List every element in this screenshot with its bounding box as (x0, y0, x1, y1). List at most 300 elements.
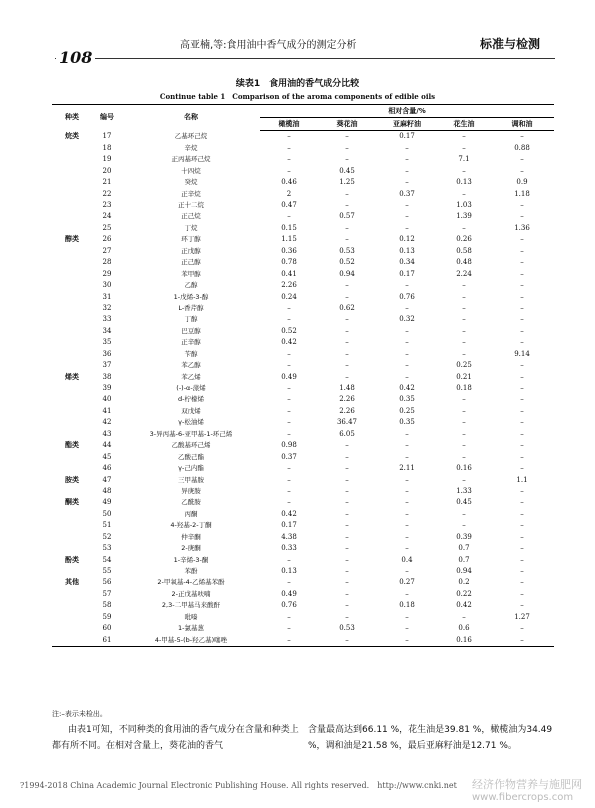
content-value-cell: – (345, 441, 349, 450)
content-value-cell: – (520, 269, 524, 278)
header-linseed-oil: 亚麻籽油 (376, 118, 438, 131)
content-value-cell: 9.14 (514, 349, 530, 358)
content-value-cell: – (345, 578, 349, 587)
content-value-cell: 1.36 (514, 223, 530, 232)
content-value-cell: – (287, 155, 291, 164)
content-value-cell: – (520, 521, 524, 530)
table-row (52, 634, 554, 646)
content-value-cell: 0.35 (399, 395, 415, 404)
content-value-cell: – (520, 361, 524, 370)
number-cell: 23 (102, 201, 112, 210)
content-value-cell: 0.53 (339, 624, 355, 633)
category-cell (52, 348, 92, 359)
content-value-cell: 0.13 (399, 246, 415, 255)
content-value-cell: 0.52 (339, 258, 355, 267)
content-value-cell: 0.16 (456, 464, 472, 473)
table-row (52, 291, 554, 302)
number-cell: 28 (102, 258, 112, 267)
content-value-cell: – (462, 475, 466, 484)
content-value-cell: – (287, 475, 291, 484)
content-value-cell: – (287, 486, 291, 495)
category-cell (52, 611, 92, 622)
table-row (52, 383, 554, 394)
content-value-cell: 0.18 (399, 601, 415, 610)
compound-name-cell: L-香芹醇 (178, 303, 204, 312)
number-cell: 54 (102, 555, 112, 564)
table-row (52, 371, 554, 382)
number-cell: 40 (102, 395, 112, 404)
content-value-cell: – (520, 567, 524, 576)
table-row (52, 508, 554, 519)
content-value-cell: – (345, 612, 349, 621)
content-value-cell: – (405, 303, 409, 312)
content-value-cell: – (405, 349, 409, 358)
content-value-cell: – (345, 155, 349, 164)
content-value-cell: – (287, 303, 291, 312)
content-value-cell: 0.22 (456, 589, 472, 598)
content-value-cell: – (345, 372, 349, 381)
content-value-cell: – (287, 555, 291, 564)
table-row (52, 348, 554, 359)
content-value-cell: 0.6 (458, 624, 470, 633)
compound-name-cell: 正辛醇 (181, 338, 201, 347)
content-value-cell: 1.48 (339, 384, 355, 393)
content-value-cell: – (405, 143, 409, 152)
number-cell: 22 (102, 189, 112, 198)
category-cell (52, 634, 92, 646)
compound-name-cell: 癸烷 (184, 178, 198, 187)
table-row (52, 577, 554, 588)
content-value-cell: 1.33 (456, 486, 472, 495)
table-row (52, 211, 554, 222)
category-cell (52, 463, 92, 474)
content-value-cell: – (462, 315, 466, 324)
category-cell (52, 428, 92, 439)
category-cell: 胺类 (65, 475, 79, 484)
content-value-cell: – (462, 521, 466, 530)
content-value-cell: – (345, 589, 349, 598)
number-cell: 24 (102, 212, 112, 221)
content-value-cell: – (345, 601, 349, 610)
content-value-cell: 2.26 (339, 406, 355, 415)
number-cell: 25 (102, 223, 112, 232)
content-value-cell: – (345, 132, 349, 141)
table-row (52, 165, 554, 176)
table-row (52, 543, 554, 554)
content-value-cell: 0.25 (399, 406, 415, 415)
content-value-cell: 0.62 (339, 303, 355, 312)
content-value-cell: – (405, 567, 409, 576)
content-value-cell: 1.15 (281, 235, 297, 244)
content-value-cell: – (287, 315, 291, 324)
content-value-cell: – (405, 532, 409, 541)
category-cell (52, 165, 92, 176)
content-value-cell: – (520, 303, 524, 312)
number-cell: 36 (102, 349, 112, 358)
header-rule (55, 58, 555, 59)
number-cell: 43 (102, 429, 112, 438)
number-cell: 53 (102, 544, 112, 553)
content-value-cell: – (462, 612, 466, 621)
content-value-cell: – (345, 532, 349, 541)
content-value-cell: – (405, 155, 409, 164)
table-row (52, 520, 554, 531)
content-value-cell: – (376, 634, 438, 646)
content-value-cell: 0.37 (281, 452, 297, 461)
content-value-cell: – (462, 429, 466, 438)
number-cell: 50 (102, 509, 112, 518)
content-value-cell: 36.47 (336, 418, 358, 427)
table-row (52, 177, 554, 188)
table-row (52, 589, 554, 600)
category-cell (52, 177, 92, 188)
content-value-cell: 0.76 (281, 601, 297, 610)
content-value-cell: – (345, 315, 349, 324)
number-cell: 41 (102, 406, 112, 415)
content-value-cell: – (345, 338, 349, 347)
content-value-cell: – (462, 326, 466, 335)
number-cell: 55 (102, 567, 112, 576)
content-value-cell: – (345, 521, 349, 530)
table-row (52, 360, 554, 371)
content-value-cell: – (462, 338, 466, 347)
content-value-cell: 1.18 (514, 189, 530, 198)
number-cell: 58 (102, 601, 112, 610)
category-cell (52, 383, 92, 394)
content-value-cell: – (520, 235, 524, 244)
content-value-cell: – (405, 475, 409, 484)
number-cell: 38 (102, 372, 112, 381)
compound-name-cell: 正辛烷 (181, 189, 201, 198)
table-row (52, 245, 554, 256)
table-row (52, 554, 554, 565)
category-cell (52, 486, 92, 497)
content-value-cell: 2.26 (281, 281, 297, 290)
table-row (52, 623, 554, 634)
compound-name-cell: 乙醇 (184, 281, 198, 290)
content-value-cell: – (287, 143, 291, 152)
content-value-cell: 0.25 (456, 361, 472, 370)
category-cell (52, 360, 92, 371)
content-value-cell: – (345, 223, 349, 232)
content-value-cell: – (520, 258, 524, 267)
category-cell (52, 566, 92, 577)
content-value-cell: – (287, 361, 291, 370)
number-cell: 57 (102, 589, 112, 598)
compound-name-cell: d-柠檬烯 (178, 395, 204, 404)
compound-name-cell: 乙酸基环己烯 (171, 441, 211, 450)
content-value-cell: 0.47 (281, 201, 297, 210)
content-value-cell: – (345, 555, 349, 564)
content-value-cell: 0.46 (281, 178, 297, 187)
section-name: 标准与检测 (480, 37, 541, 51)
content-value-cell: – (520, 555, 524, 564)
category-cell (52, 314, 92, 325)
content-value-cell: – (462, 303, 466, 312)
table-row (52, 600, 554, 611)
table-row (52, 406, 554, 417)
content-value-cell: 0.18 (456, 384, 472, 393)
compound-name-cell: 3-异丙基-6-亚甲基-1-环己烯 (149, 429, 233, 438)
content-value-cell: – (520, 589, 524, 598)
content-value-cell: 0.39 (456, 532, 472, 541)
number-cell: 42 (102, 418, 112, 427)
content-value-cell: – (345, 326, 349, 335)
content-value-cell: – (405, 201, 409, 210)
content-value-cell: – (287, 429, 291, 438)
content-value-cell: – (520, 464, 524, 473)
content-value-cell: – (520, 292, 524, 301)
header-blend-oil: 调和油 (490, 118, 554, 131)
compound-name-cell: 2-庚酮 (181, 544, 201, 553)
content-value-cell: – (490, 634, 554, 646)
content-value-cell: – (345, 143, 349, 152)
table-row (52, 303, 554, 314)
category-cell (52, 623, 92, 634)
content-value-cell: 0.76 (399, 292, 415, 301)
header-peanut-oil: 花生油 (438, 118, 490, 131)
compound-name-cell: 乙基环己烷 (174, 132, 208, 141)
content-value-cell: 0.13 (281, 567, 297, 576)
category-cell (52, 303, 92, 314)
content-value-cell: – (462, 349, 466, 358)
content-value-cell: – (287, 612, 291, 621)
category-cell: 其他 (65, 578, 79, 587)
content-value-cell: 0.27 (399, 578, 415, 587)
number-cell: 17 (102, 132, 112, 141)
content-value-cell: – (520, 532, 524, 541)
compound-name-cell: 正丙基环己烷 (171, 155, 211, 164)
compound-name-cell: 巴豆醇 (181, 326, 201, 335)
category-cell (52, 520, 92, 531)
content-value-cell: 2.11 (399, 464, 415, 473)
compound-name-cell: 丙酮 (184, 509, 198, 518)
category-cell: 烯类 (65, 372, 79, 381)
content-value-cell: – (462, 143, 466, 152)
running-title: 高亚楠,等:食用油中香气成分的测定分析 (180, 40, 357, 51)
compound-name-cell: 正十二烷 (178, 201, 204, 210)
content-value-cell: – (462, 509, 466, 518)
category-cell (52, 188, 92, 199)
table-row (52, 497, 554, 508)
content-value-cell: 0.49 (281, 372, 297, 381)
compound-name-cell: 1-氯基葱 (178, 624, 204, 633)
content-value-cell: – (260, 634, 318, 646)
category-cell: 酯类 (65, 441, 79, 450)
category-cell: 酚类 (65, 555, 79, 564)
table-row (52, 325, 554, 336)
category-cell (52, 543, 92, 554)
number-cell: 45 (102, 452, 112, 461)
compound-name-cell: 环丁醇 (181, 235, 201, 244)
content-value-cell: – (520, 544, 524, 553)
content-value-cell: – (462, 189, 466, 198)
compound-name-cell: 仲辛酮 (181, 532, 201, 541)
content-value-cell: – (287, 166, 291, 175)
content-value-cell: 0.9 (516, 178, 528, 187)
number-cell: 51 (102, 521, 112, 530)
content-value-cell: 0.57 (339, 212, 355, 221)
category-cell (52, 291, 92, 302)
content-value-cell: – (462, 441, 466, 450)
content-value-cell: – (520, 326, 524, 335)
compound-name-cell: 丁烷 (184, 223, 198, 232)
content-value-cell: 0.52 (281, 326, 297, 335)
content-value-cell: – (520, 166, 524, 175)
category-cell (52, 211, 92, 222)
table-row (52, 280, 554, 291)
header-olive-oil: 橄榄油 (260, 118, 318, 131)
number-cell: 19 (102, 155, 112, 164)
number-cell: 47 (102, 475, 112, 484)
content-value-cell: 0.34 (399, 258, 415, 267)
table-body (52, 131, 554, 647)
compound-name-cell: 双戊烯 (181, 406, 201, 415)
content-value-cell: – (405, 212, 409, 221)
content-value-cell: – (520, 155, 524, 164)
content-value-cell: 0.12 (399, 235, 415, 244)
content-value-cell: – (405, 452, 409, 461)
content-value-cell: – (345, 509, 349, 518)
compound-name-cell: 乙酰胺 (181, 498, 201, 507)
compound-name-cell: 正己烷 (181, 212, 201, 221)
content-value-cell: – (405, 486, 409, 495)
compound-name-cell: 2-正戊基呋喃 (171, 589, 211, 598)
content-value-cell: – (345, 281, 349, 290)
number-cell: 31 (102, 292, 112, 301)
content-value-cell: – (345, 464, 349, 473)
content-value-cell: – (345, 292, 349, 301)
number-cell: 60 (102, 624, 112, 633)
number-cell: 33 (102, 315, 112, 324)
table-row (52, 188, 554, 199)
table-row (52, 154, 554, 165)
content-value-cell: 0.49 (281, 589, 297, 598)
content-value-cell: 0.4 (401, 555, 413, 564)
category-cell (52, 200, 92, 211)
compound-name-cell: 丁醇 (184, 315, 198, 324)
category-cell (52, 394, 92, 405)
content-value-cell: – (345, 361, 349, 370)
number-cell: 32 (102, 303, 112, 312)
table-row (52, 486, 554, 497)
content-value-cell: – (287, 384, 291, 393)
compound-name-cell: 苯甲醇 (181, 269, 201, 278)
category-cell (52, 245, 92, 256)
content-value-cell: 0.42 (399, 384, 415, 393)
content-value-cell: – (520, 441, 524, 450)
content-value-cell: 0.17 (399, 132, 415, 141)
compound-name-cell: 苯酚 (184, 567, 198, 576)
content-value-cell: – (520, 406, 524, 415)
content-value-cell: 0.41 (281, 269, 297, 278)
content-value-cell: – (520, 452, 524, 461)
aroma-components-table (52, 104, 554, 647)
compound-name-cell: 1-戊烯-3-醇 (173, 292, 209, 301)
content-value-cell: – (520, 201, 524, 210)
content-value-cell: – (405, 429, 409, 438)
compound-name-cell: 苄醇 (184, 349, 198, 358)
content-value-cell: – (462, 395, 466, 404)
category-cell (52, 223, 92, 234)
content-value-cell: 0.16 (438, 634, 490, 646)
content-value-cell: – (287, 132, 291, 141)
table-row (52, 200, 554, 211)
content-value-cell: 0.53 (339, 246, 355, 255)
content-value-cell: – (345, 498, 349, 507)
table-row (52, 223, 554, 234)
content-value-cell: 7.1 (458, 155, 470, 164)
content-value-cell: 0.48 (456, 258, 472, 267)
content-value-cell: 0.36 (281, 246, 297, 255)
content-value-cell: 4.38 (281, 532, 297, 541)
content-value-cell: – (345, 486, 349, 495)
table-row (52, 268, 554, 279)
content-value-cell: – (287, 464, 291, 473)
content-value-cell: 0.26 (456, 235, 472, 244)
copyright-footer: ?1994-2018 China Academic Journal Electronic Publishing House. All rights reserved. http://www.cnki.net (20, 781, 457, 790)
category-cell (52, 257, 92, 268)
content-value-cell: – (405, 521, 409, 530)
content-value-cell: – (405, 338, 409, 347)
content-value-cell: – (520, 212, 524, 221)
content-value-cell: 1.03 (456, 201, 472, 210)
content-value-cell: 0.37 (399, 189, 415, 198)
content-value-cell: 0.32 (399, 315, 415, 324)
content-value-cell: 0.7 (458, 555, 470, 564)
content-value-cell: – (462, 406, 466, 415)
content-value-cell: – (405, 589, 409, 598)
category-cell (52, 589, 92, 600)
table-row (52, 611, 554, 622)
content-value-cell: – (520, 395, 524, 404)
content-value-cell: – (462, 281, 466, 290)
content-value-cell: 1.27 (514, 612, 530, 621)
page-number: 108 (56, 48, 95, 67)
content-value-cell: – (287, 406, 291, 415)
category-cell: 酮类 (65, 498, 79, 507)
content-value-cell: – (345, 452, 349, 461)
content-value-cell: – (405, 544, 409, 553)
content-value-cell: 0.21 (456, 372, 472, 381)
content-value-cell: – (405, 624, 409, 633)
content-value-cell: – (405, 326, 409, 335)
table-row (52, 463, 554, 474)
content-value-cell: 0.42 (281, 509, 297, 518)
number-cell: 27 (102, 246, 112, 255)
number-cell: 52 (102, 532, 112, 541)
content-value-cell: 0.78 (281, 258, 297, 267)
compound-name-cell: 乙酸己酯 (178, 452, 204, 461)
content-value-cell: – (287, 395, 291, 404)
content-value-cell: 0.33 (281, 544, 297, 553)
compound-name-cell: 苯乙醇 (181, 361, 201, 370)
number-cell: 29 (102, 269, 112, 278)
content-value-cell: – (520, 601, 524, 610)
content-value-cell: – (345, 475, 349, 484)
table-row (52, 440, 554, 451)
content-value-cell: – (520, 132, 524, 141)
content-value-cell: – (405, 223, 409, 232)
table-row (52, 474, 554, 485)
table-row (52, 337, 554, 348)
category-cell (52, 280, 92, 291)
content-value-cell: – (462, 418, 466, 427)
content-value-cell: 6.05 (339, 429, 355, 438)
content-value-cell: 0.94 (456, 567, 472, 576)
content-value-cell: – (520, 624, 524, 633)
category-cell (52, 142, 92, 153)
